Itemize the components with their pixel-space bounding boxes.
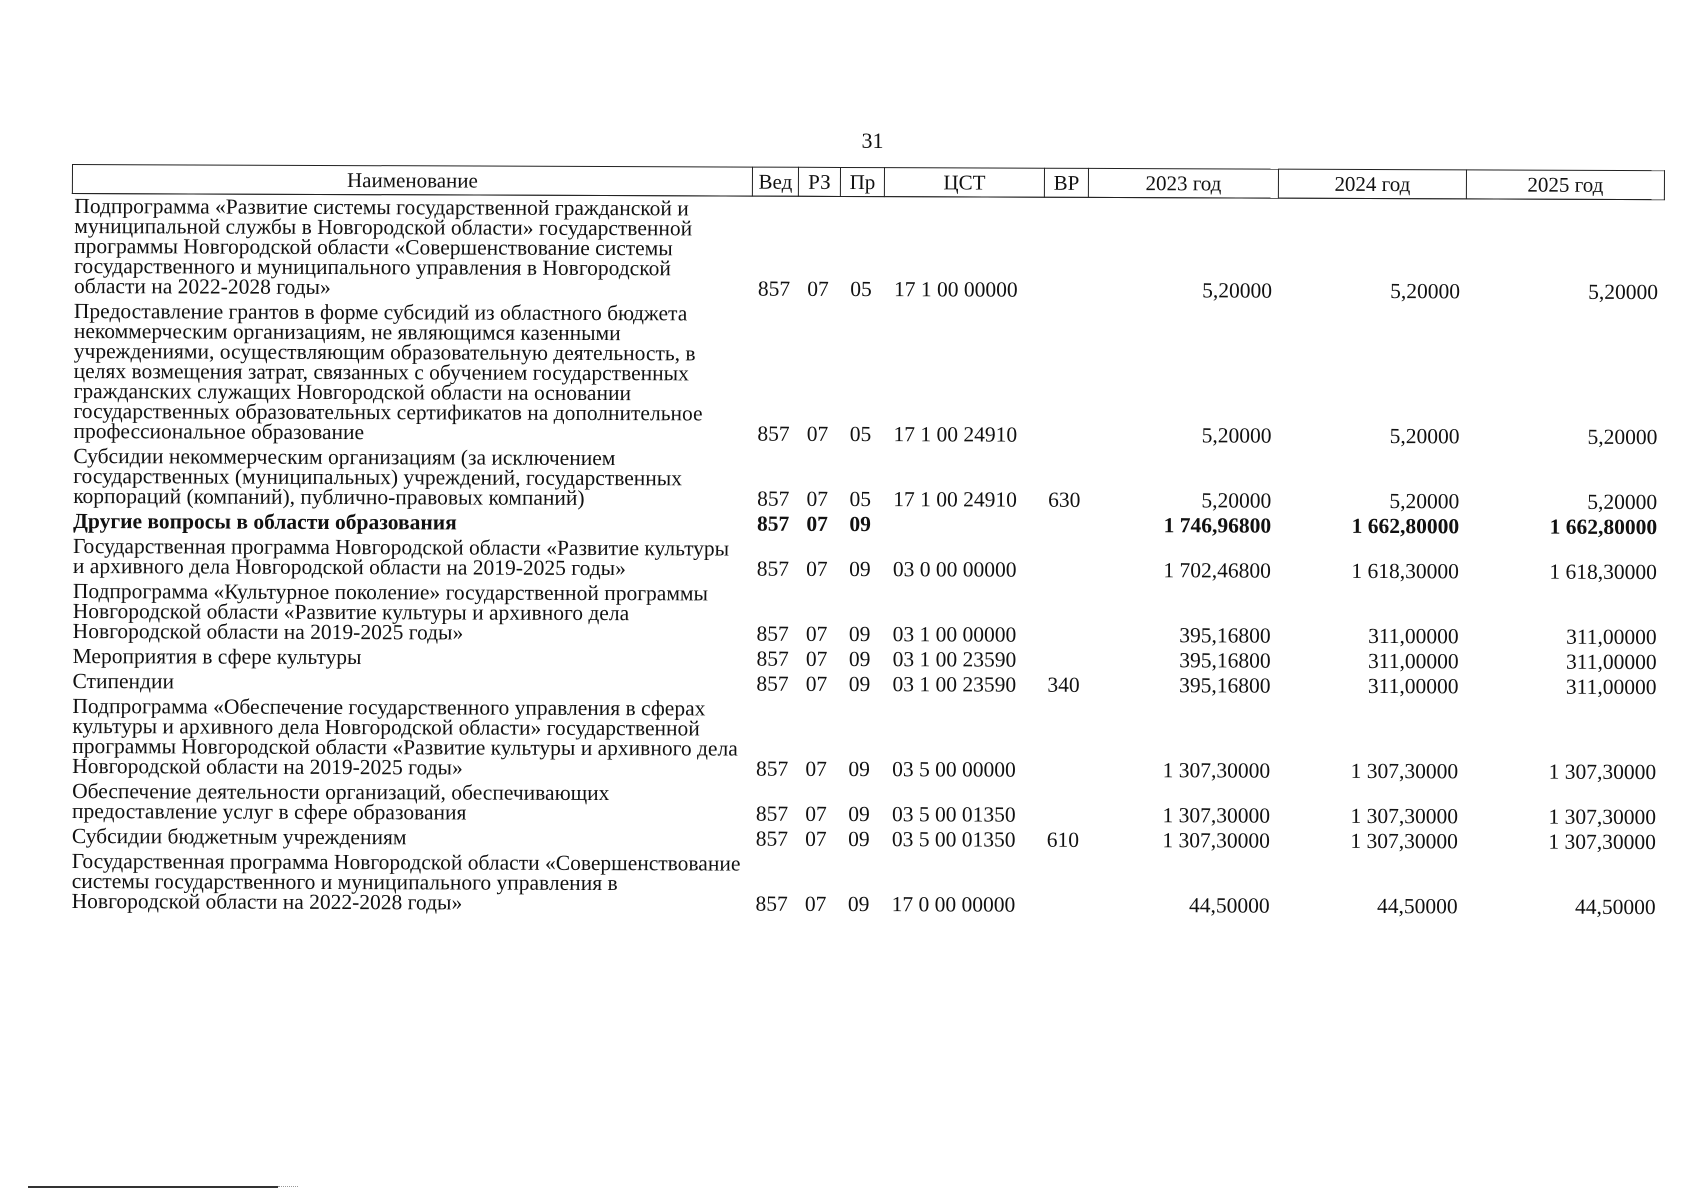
row-2023-value: 5,20000 — [1201, 488, 1272, 513]
row-cst: 03 5 00 00000 — [892, 757, 1016, 782]
header-2023: 2023 год — [1088, 168, 1278, 198]
row-pr: 09 — [849, 556, 871, 582]
row-2024-value: 5,20000 — [1389, 489, 1460, 514]
row-name: Субсидии бюджетным учреждениям — [71, 824, 407, 850]
header-2025: 2025 год — [1466, 170, 1664, 200]
row-pr: 09 — [848, 756, 870, 782]
row-2025-value: 1 662,80000 — [1549, 514, 1658, 540]
row-ved: 857 — [756, 556, 790, 581]
row-2025-value: 311,00000 — [1566, 624, 1657, 650]
row-vr — [1042, 698, 1086, 783]
row-rz: 07 — [805, 756, 827, 781]
table-row — [70, 779, 1662, 830]
row-cst: 03 1 00 00000 — [892, 622, 1017, 647]
row-vr — [1042, 853, 1086, 918]
row-rz: 07 — [805, 801, 827, 826]
row-rz: 07 — [805, 621, 828, 646]
row-ved: 857 — [757, 276, 791, 301]
row-name: Стипендии — [72, 669, 175, 694]
header-vr: ВР — [1044, 168, 1088, 197]
row-ved: 857 — [756, 511, 790, 536]
row-ved: 857 — [755, 891, 788, 916]
row-ved: 857 — [755, 826, 789, 851]
row-name: Предоставление грантов в форме субсидий из областного бюджета некоммерческим организациям, не являющимся казенными учреждениями, осуществляющим образовательную деятельность, в целях возмещения затрат, связанных с обучением государственных гражданских служащих Новгородской области на основании государственных образовательных сертификатов на дополнительное профессиональное образование — [73, 299, 703, 445]
row-ved: 857 — [756, 646, 789, 671]
header-ved: Вед — [752, 167, 798, 196]
row-2024-value: 5,20000 — [1390, 279, 1461, 304]
row-rz: 07 — [804, 891, 827, 916]
row-rz: 07 — [806, 556, 828, 581]
header-rz: РЗ — [798, 167, 840, 196]
row-pr: 09 — [848, 621, 871, 647]
table-row — [70, 694, 1662, 785]
row-2023-value: 1 307,30000 — [1162, 758, 1271, 783]
row-2024-value: 1 307,30000 — [1350, 828, 1458, 854]
table-row — [71, 579, 1663, 650]
row-rz: 07 — [806, 421, 829, 446]
row-ved: 857 — [756, 621, 789, 646]
row-2025-value: 1 618,30000 — [1549, 559, 1657, 585]
row-2024-value: 1 307,30000 — [1350, 758, 1459, 784]
row-pr: 05 — [849, 421, 872, 447]
row-2025-value: 1 307,30000 — [1548, 759, 1657, 785]
row-cst: 17 1 00 24910 — [893, 487, 1017, 512]
row-2025-value: 311,00000 — [1565, 649, 1657, 675]
table-row — [71, 534, 1663, 585]
budget-table — [69, 164, 1665, 920]
row-2025-value: 44,50000 — [1574, 894, 1656, 920]
row-2024-value: 1 662,80000 — [1351, 513, 1460, 539]
row-vr: 630 — [1048, 487, 1081, 512]
footer-rule-tail — [278, 1186, 298, 1187]
row-vr — [1043, 303, 1088, 448]
row-pr: 09 — [848, 646, 871, 672]
row-2025-value: 311,00000 — [1565, 674, 1657, 700]
table-row — [71, 444, 1663, 515]
row-vr — [1043, 583, 1087, 648]
row-pr: 09 — [848, 671, 871, 697]
row-vr: 610 — [1046, 827, 1080, 852]
row-vr — [1043, 513, 1087, 538]
row-name: Другие вопросы в области образования — [73, 509, 457, 535]
row-cst: 17 1 00 24910 — [893, 422, 1018, 447]
row-rz: 07 — [807, 276, 829, 301]
table-row — [70, 849, 1662, 920]
row-2024-value: 44,50000 — [1376, 894, 1458, 919]
row-cst: 17 1 00 00000 — [893, 277, 1018, 302]
row-2023-value: 44,50000 — [1188, 893, 1270, 918]
row-2024-value: 311,00000 — [1367, 673, 1459, 699]
row-2025-value: 5,20000 — [1588, 279, 1659, 305]
row-2023-value: 395,16800 — [1179, 648, 1271, 673]
row-pr: 09 — [848, 801, 870, 827]
table-row — [71, 299, 1664, 450]
row-name: Государственная программа Новгородской области «Совершенствование системы государственного и муниципального управления в Новгородской области на 2022-2028 годы» — [71, 849, 741, 915]
row-2025-value: 5,20000 — [1587, 489, 1658, 515]
row-ved: 857 — [755, 801, 789, 826]
row-name: Подпрограмма «Обеспечение государственного управления в сферах культуры и архивного дела Новгородской области» государственной программы Новгородской области «Развитие культуры и архивного дела Новгородской области на 2019-2025 годы» — [72, 694, 738, 780]
row-pr: 09 — [849, 511, 871, 537]
row-pr: 09 — [847, 891, 870, 917]
row-cst: 03 1 00 23590 — [892, 672, 1017, 697]
table-body — [70, 194, 1665, 921]
row-ved: 857 — [757, 421, 790, 446]
row-ved: 857 — [756, 756, 789, 781]
row-cst: 03 5 00 01350 — [891, 827, 1016, 852]
row-cst: 17 0 00 00000 — [891, 892, 1016, 917]
row-cst: 03 1 00 23590 — [892, 647, 1017, 672]
row-rz: 07 — [805, 671, 828, 696]
row-ved: 857 — [756, 671, 789, 696]
row-2024-value: 311,00000 — [1367, 648, 1459, 674]
row-rz: 07 — [806, 511, 828, 536]
row-name: Подпрограмма «Развитие системы государственной гражданской и муниципальной службы в Новгородской области» государственной программы Новгородской области «Совершенствование системы государственного и муниципального управления в Новгородской области на 2022-2028 годы» — [73, 194, 693, 299]
row-vr — [1042, 783, 1086, 828]
footer-rule — [28, 1186, 278, 1188]
row-2025-value: 1 307,30000 — [1548, 829, 1656, 855]
row-rz: 07 — [805, 826, 827, 851]
row-2024-value: 1 618,30000 — [1351, 558, 1459, 584]
row-cst — [883, 512, 1043, 538]
row-2024-value: 311,00000 — [1368, 623, 1459, 649]
row-rz: 07 — [805, 646, 828, 671]
row-name: Подпрограмма «Культурное поколение» государственной программы Новгородской области «Развитие культуры и архивного дела Новгородской области на 2019-2025 годы» — [72, 579, 709, 645]
table-row — [72, 194, 1664, 306]
row-2023-value: 1 307,30000 — [1162, 803, 1271, 828]
row-2025-value: 1 307,30000 — [1548, 804, 1657, 830]
header-2024: 2024 год — [1278, 169, 1466, 199]
row-pr: 05 — [849, 486, 872, 512]
row-pr: 09 — [848, 826, 870, 852]
row-vr — [1044, 197, 1088, 303]
row-cst: 03 0 00 00000 — [892, 557, 1017, 582]
row-2023-value: 5,20000 — [1202, 278, 1273, 303]
row-ved: 857 — [757, 486, 790, 511]
row-rz: 07 — [806, 486, 829, 511]
row-name: Государственная программа Новгородской области «Развитие культуры и архивного дела Новгородской области на 2019-2025 годы» — [72, 534, 730, 581]
row-vr — [1043, 538, 1087, 583]
row-2023-value: 1 746,96800 — [1163, 513, 1272, 538]
header-cst: ЦСТ — [884, 168, 1044, 198]
row-2023-value: 5,20000 — [1201, 423, 1272, 448]
page-number: 31 — [861, 128, 884, 153]
row-name: Субсидии некоммерческим организациям (за исключением государственных (муниципальных) учреждений, государственных корпораций (компаний), публично-правовых компаний) — [73, 444, 683, 510]
row-cst: 03 5 00 01350 — [891, 802, 1016, 827]
row-vr: 340 — [1047, 672, 1080, 697]
row-2023-value: 1 307,30000 — [1162, 828, 1270, 853]
row-2025-value: 5,20000 — [1587, 424, 1658, 450]
row-name: Мероприятия в сфере культуры — [72, 644, 362, 670]
header-name: Наименование — [72, 165, 752, 197]
row-name: Обеспечение деятельности организаций, обеспечивающих предоставление услуг в сфере образования — [71, 779, 610, 825]
header-pr: Пр — [840, 167, 884, 196]
row-pr: 05 — [850, 276, 872, 302]
row-2023-value: 395,16800 — [1179, 673, 1271, 698]
row-2024-value: 1 307,30000 — [1350, 803, 1459, 829]
row-vr — [1043, 648, 1087, 673]
row-2024-value: 5,20000 — [1389, 424, 1460, 449]
row-2023-value: 395,16800 — [1179, 623, 1271, 648]
row-2023-value: 1 702,46800 — [1163, 558, 1271, 583]
